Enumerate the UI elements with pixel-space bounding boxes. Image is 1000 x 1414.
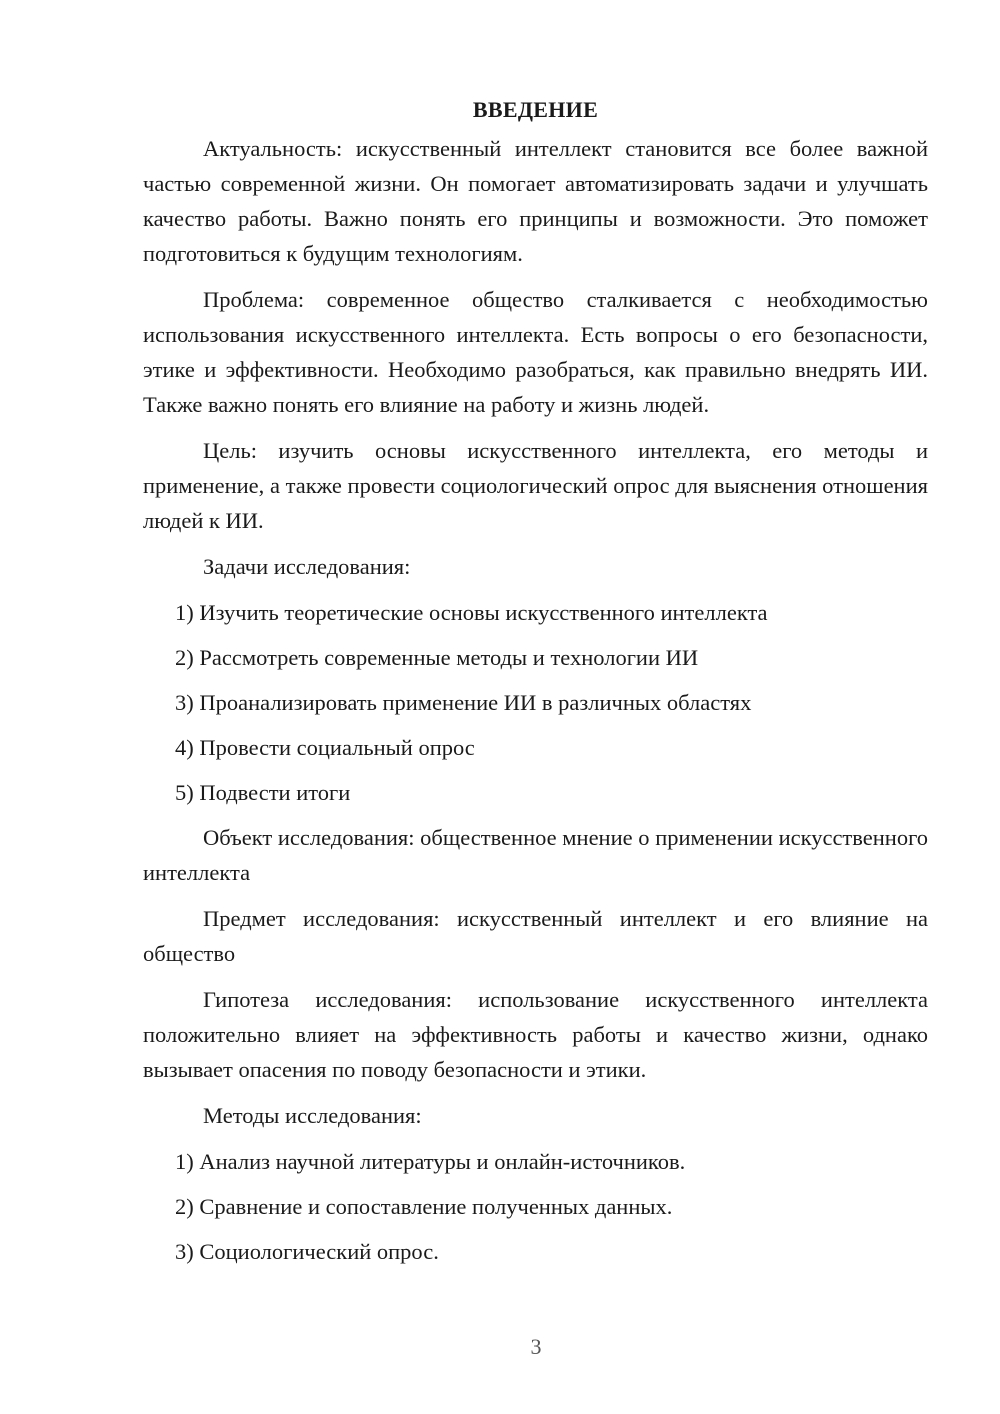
method-item: 1) Анализ научной литературы и онлайн-источников.	[175, 1149, 686, 1174]
task-item: 5) Подвести итоги	[175, 780, 351, 805]
page-number: 3	[530, 1334, 542, 1359]
task-item: 4) Провести социальный опрос	[175, 735, 475, 760]
hypothesis-paragraph: Гипотеза исследования: использование искусственного интеллекта положительно влияет на эффективность работы и качество жизни, однако вызывает опасения по поводу безопасности и этики.	[143, 987, 928, 1082]
task-item: 2) Рассмотреть современные методы и технологии ИИ	[175, 645, 699, 670]
task-item: 1) Изучить теоретические основы искусственного интеллекта	[175, 600, 768, 625]
tasks-heading: Задачи исследования:	[203, 554, 411, 579]
goal-paragraph: Цель: изучить основы искусственного интеллекта, его методы и применение, а также провести социологический опрос для выяснения отношения людей к ИИ.	[143, 438, 928, 533]
method-item: 3) Социологический опрос.	[175, 1239, 439, 1264]
subject-paragraph: Предмет исследования: искусственный интеллект и его влияние на общество	[143, 906, 928, 966]
document-page	[143, 92, 928, 1279]
problem-paragraph: Проблема: современное общество сталкивается с необходимостью использования искусственного интеллекта. Есть вопросы о его безопасности, этике и эффективности. Необходимо разобраться, как правильно внедрять ИИ. Также важно понять его влияние на работу и жизнь людей.	[143, 287, 928, 417]
relevance-paragraph: Актуальность: искусственный интеллект становится все более важной частью современной жизни. Он помогает автоматизировать задачи и улучшать качество работы. Важно понять его принципы и возможности. Это поможет подготовиться к будущим технологиям.	[143, 136, 928, 266]
methods-heading: Методы исследования:	[203, 1103, 422, 1128]
method-item: 2) Сравнение и сопоставление полученных данных.	[175, 1194, 673, 1219]
object-paragraph: Объект исследования: общественное мнение о применении искусственного интеллекта	[143, 825, 928, 885]
section-title: ВВЕДЕНИЕ	[472, 97, 599, 122]
task-item: 3) Проанализировать применение ИИ в различных областях	[175, 690, 752, 715]
